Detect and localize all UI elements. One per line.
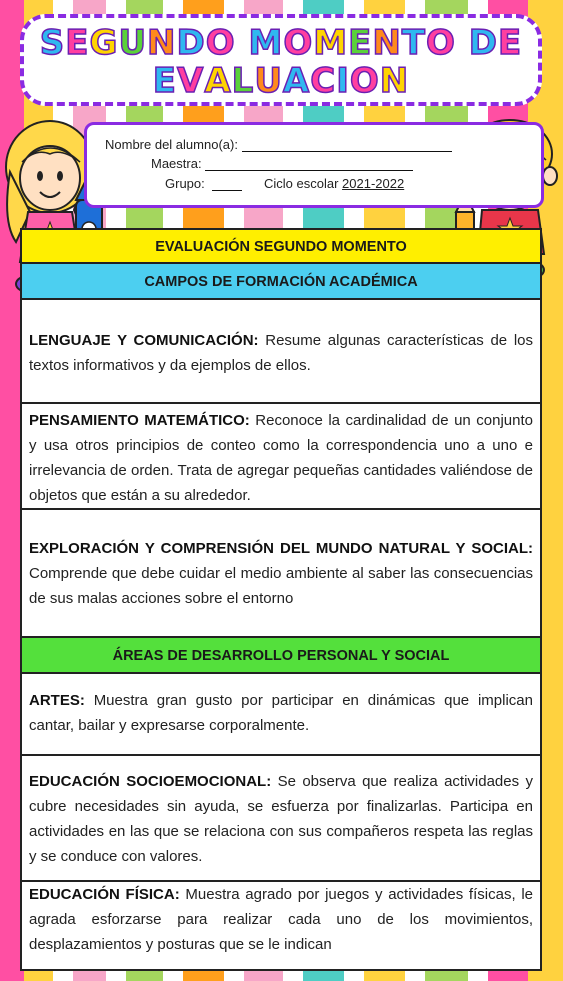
teacher-label: Maestra: <box>151 156 202 171</box>
section-educacion-fisica <box>22 882 540 969</box>
section-artes <box>22 674 540 756</box>
title-banner <box>20 14 542 106</box>
group-label: Grupo: <box>165 176 205 191</box>
section-heading: EDUCACIÓN SOCIOEMOCIONAL: <box>29 773 272 790</box>
section-lenguaje <box>22 300 540 404</box>
group-row <box>165 176 404 191</box>
section-socioemocional <box>22 756 540 882</box>
cycle-value: 2021-2022 <box>342 176 405 191</box>
section-text: Reconoce la cardinalidad de un conjunto y usa otros principios de conteo como la correspondencia uno a uno e irrelevancia de orden. Trata de agregar pequeñas cantidades valiéndose de objetos que están a su alrededor. <box>29 412 533 504</box>
header-personal-social: ÁREAS DE DESARROLLO PERSONAL Y SOCIAL <box>22 638 540 674</box>
student-name-field[interactable] <box>242 151 452 152</box>
section-text: Se observa que realiza actividades y cubre necesidades sin ayuda, se esfuerza por finalizarlas. Participa en actividades en las que se relaciona con sus compañeros respeta las reglas y se conduce con valores. <box>29 773 533 865</box>
section-text: Muestra agrado por juegos y actividades físicas, le agrada esforzarse para realizar cada uno de los movimientos, desplazamientos y posturas que se le indican <box>29 886 533 953</box>
section-heading: ARTES: <box>29 692 85 709</box>
section-heading: PENSAMIENTO MATEMÁTICO: <box>29 412 250 429</box>
section-heading: EDUCACIÓN FÍSICA: <box>29 886 180 903</box>
header-academic-fields: CAMPOS DE FORMACIÓN ACADÉMICA <box>22 264 540 300</box>
header-evaluation: EVALUACIÓN SEGUNDO MOMENTO <box>22 230 540 264</box>
group-field[interactable] <box>212 190 242 191</box>
student-info-box <box>84 122 544 208</box>
evaluation-table <box>20 228 542 971</box>
section-exploracion <box>22 510 540 638</box>
student-name-row <box>105 137 452 152</box>
title-line-1: SEGUNDO MOMENTO DE <box>39 23 523 63</box>
teacher-row <box>151 156 413 171</box>
section-text: Comprende que debe cuidar el medio ambiente al saber las consecuencias de sus malas acciones sobre el entorno <box>29 565 533 607</box>
cycle-label: Ciclo escolar <box>264 176 339 191</box>
teacher-field[interactable] <box>205 170 413 171</box>
section-text: Resume algunas características de los textos informativos y da ejemplos de ellos. <box>29 332 534 374</box>
title-line-2: EVALUACION <box>152 61 410 101</box>
section-text: Muestra gran gusto por participar en dinámicas que implican cantar, bailar y expresarse corporalmente. <box>29 692 533 734</box>
section-heading: EXPLORACIÓN Y COMPRENSIÓN DEL MUNDO NATURAL Y SOCIAL: <box>29 540 533 557</box>
section-heading: LENGUAJE Y COMUNICACIÓN: <box>29 332 259 349</box>
section-pensamiento <box>22 404 540 510</box>
student-name-label: Nombre del alumno(a): <box>105 137 238 152</box>
